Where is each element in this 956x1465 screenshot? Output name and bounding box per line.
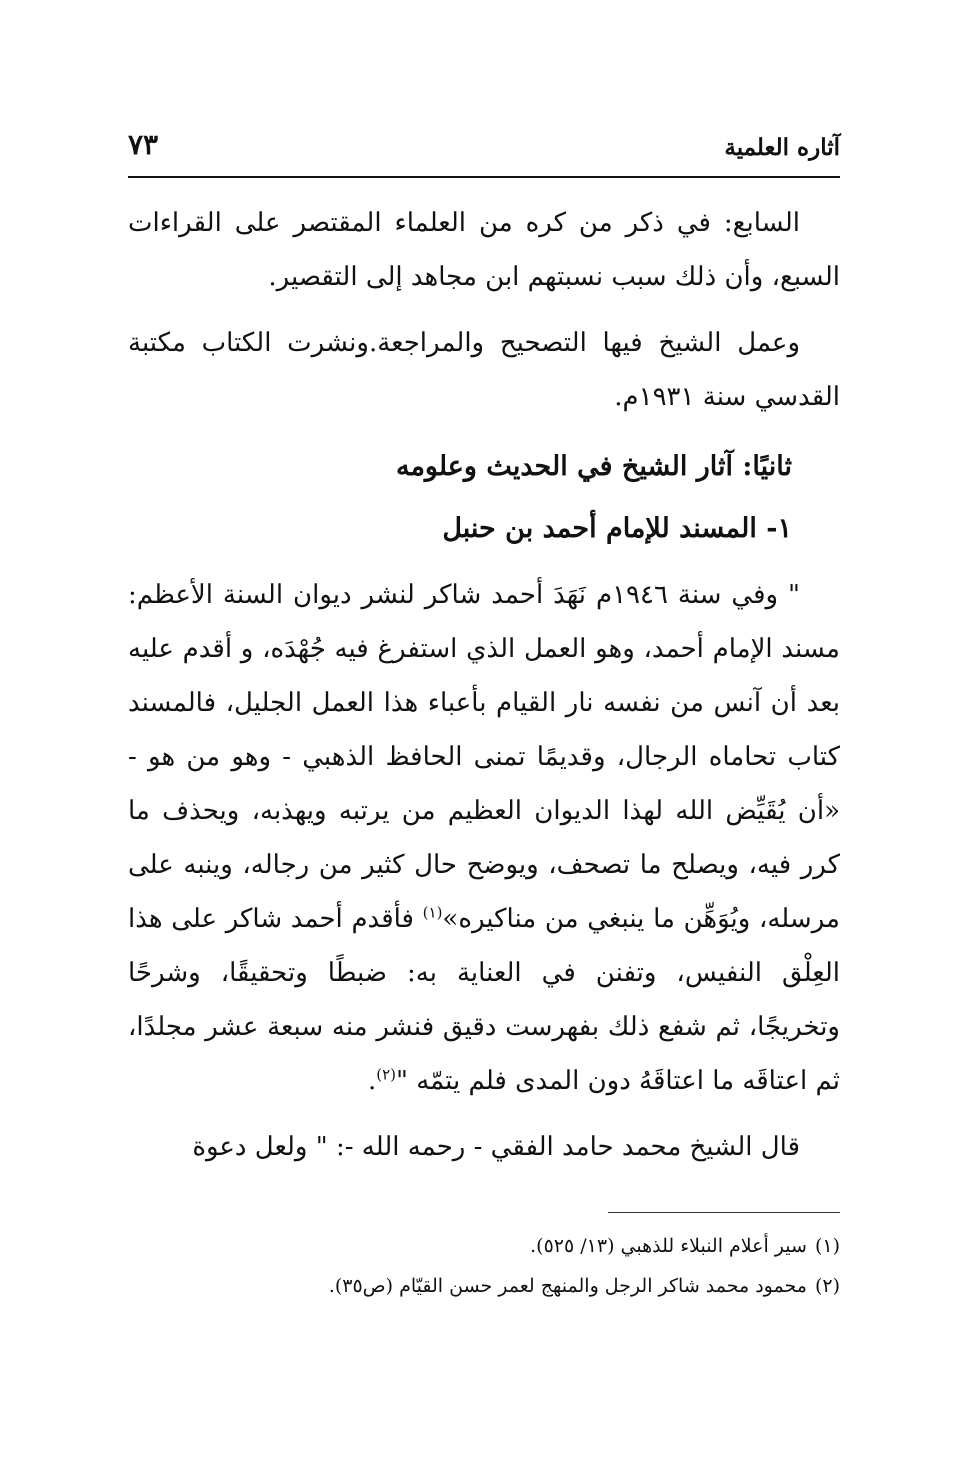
footnote-ref-1: (١) — [422, 903, 443, 922]
footnote-number: (٢) — [814, 1275, 840, 1297]
footnote-number: (١) — [814, 1235, 840, 1257]
footnotes — [128, 1226, 840, 1306]
header-title: آثاره العلمية — [724, 134, 840, 161]
footnote-text: محمود محمد شاكر الرجل والمنهج لعمر حسن القيّام (ص٣٥). — [328, 1275, 807, 1297]
running-header — [128, 124, 840, 176]
page-number: ٧٣ — [128, 128, 159, 161]
footnote-ref-2: (٢) — [376, 1065, 396, 1084]
paragraph-seventh: السابع: في ذكر من كره من العلماء المقتصر على القراءات السبع، وأن ذلك سبب نسبتهم ابن مجاهد إلى التقصير. — [128, 208, 840, 292]
footnote-2 — [128, 1266, 840, 1306]
footnote-divider — [608, 1212, 840, 1213]
quote-text-part2: فأقدم أحمد شاكر على هذا العِلْق النفيس، وتفنن في العناية به: ضبطًا وتحقيقًا، وشرحًا وتخريجًا، ثم شفع ذلك بفهرست دقيق فنشر منه سبعة عشر مجلدًا، ثم اعتاقَه ما اعتاقَهُ دون المدى فلم يتمّه " — [128, 904, 840, 1096]
subsection-heading: ١- المسند للإمام أحمد بن حنبل — [442, 513, 792, 544]
main-text — [128, 196, 840, 1174]
footnote-text: سير أعلام النبلاء للذهبي (١٣/ ٥٢٥). — [530, 1235, 807, 1257]
quote-paragraph — [128, 568, 840, 1108]
quote-text-part1: " وفي سنة ١٩٤٦م نَهَدَ أحمد شاكر لنشر ديوان السنة الأعظم: مسند الإمام أحمد، وهو العمل الذي استفرغ فيه جُهْدَه، و أقدم عليه بعد أن آنس من نفسه نار القيام بأعباء هذا العمل الجليل، فالمسند كتاب تحاماه الرجال، وقديمًا تمنى الحافظ الذهبي - وهو من هو - «أن يُقَيِّض الله لهذا الديوان العظيم من يرتبه ويهذبه، ويحذف ما كرر فيه، ويصلح ما تصحف، ويوضح حال كثير من رجاله، وينبه على مرسله، ويُوَهِّن ما ينبغي من مناكيره» — [128, 580, 840, 934]
paragraph-publication: وعمل الشيخ فيها التصحيح والمراجعة.ونشرت الكتاب مكتبة القدسي سنة ١٩٣١م. — [128, 328, 840, 412]
footnote-1 — [128, 1226, 840, 1266]
header-divider — [128, 176, 840, 178]
quote-end: . — [367, 1066, 377, 1096]
section-heading: ثانيًا: آثار الشيخ في الحديث وعلومه — [395, 451, 792, 482]
paragraph-last: قال الشيخ محمد حامد الفقي - رحمه الله -: " ولعل دعوة — [192, 1132, 800, 1162]
